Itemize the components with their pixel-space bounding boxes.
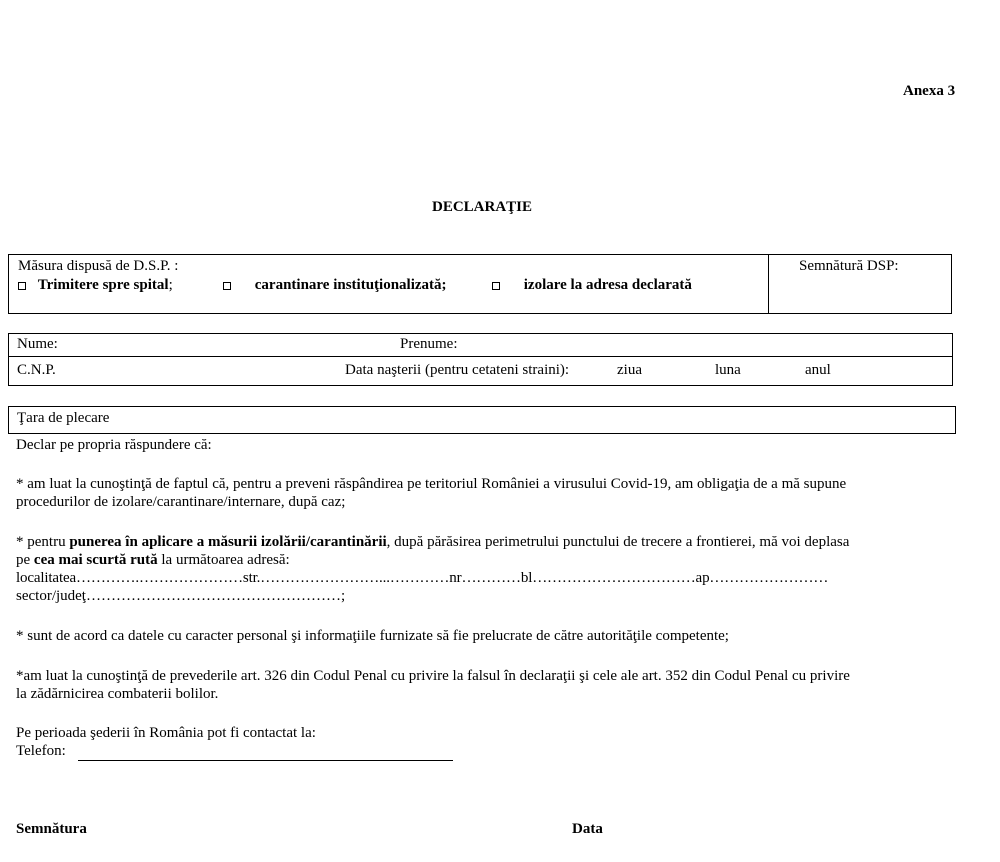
birth-year-label[interactable]: anul	[805, 362, 831, 378]
birth-day-label[interactable]: ziua	[617, 362, 642, 378]
paragraph-1-line-1: * am luat la cunoştinţă de faptul că, pentru a preveni răspândirea pe teritoriul României a virusului Covid-19, am obligaţia de a mă supune	[16, 476, 847, 492]
identity-box	[8, 333, 953, 386]
nume-label[interactable]: Nume:	[17, 336, 58, 352]
p2-emphasis-measure: punerea în aplicare a măsurii izolării/carantinării	[69, 534, 387, 550]
birth-date-label: Data naşterii (pentru cetateni straini):	[345, 362, 570, 378]
quarantine-checkbox[interactable]	[223, 282, 231, 290]
country-box[interactable]	[8, 406, 956, 434]
isolation-checkbox[interactable]	[492, 282, 500, 290]
signature-label: Semnătura	[16, 821, 87, 837]
paragraph-2-line-1	[16, 533, 849, 551]
option-isolation: izolare la adresa declarată	[523, 277, 692, 293]
p2-text-c: , după părăsirea perimetrului punctului de trecere a frontierei, mă voi deplasa	[386, 534, 850, 550]
hospital-checkbox[interactable]	[18, 282, 26, 290]
cnp-label[interactable]: C.N.P.	[17, 362, 56, 378]
phone-input-line[interactable]	[78, 760, 453, 761]
p2-text-f: la următoarea adresă:	[157, 552, 290, 568]
option-quarantine: carantinare instituţionalizată;	[254, 277, 447, 293]
date-label: Data	[572, 821, 603, 837]
prenume-label[interactable]: Prenume:	[400, 336, 458, 352]
dsp-signature-label: Semnătură DSP:	[799, 258, 899, 274]
birth-month-label[interactable]: luna	[715, 362, 741, 378]
declaration-intro: Declar pe propria răspundere că:	[16, 437, 212, 453]
identity-divider	[9, 356, 952, 357]
phone-label: Telefon:	[16, 743, 66, 759]
option-hospital-suffix: ;	[168, 277, 173, 293]
paragraph-2-line-2	[16, 551, 290, 569]
dsp-box	[8, 254, 952, 314]
address-line[interactable]: localitatea………….…………………str.……………………...…………nr…………bl……………………………ap……………………	[16, 570, 829, 586]
contact-intro: Pe perioada şederii în România pot fi contactat la:	[16, 725, 316, 741]
p2-emphasis-route: cea mai scurtă rută	[33, 552, 158, 568]
dsp-divider	[768, 254, 769, 314]
page-title: DECLARAŢIE	[432, 199, 533, 215]
measure-label: Măsura dispusă de D.S.P. :	[18, 258, 179, 274]
paragraph-4-line-2: la zădărnicirea combaterii bolilor.	[16, 686, 219, 702]
county-line[interactable]: sector/judeţ……………………………………………;	[16, 588, 346, 604]
option-hospital: Trimitere spre spital	[37, 277, 169, 293]
paragraph-1-line-2: procedurilor de izolare/carantinare/internare, după caz;	[16, 494, 346, 510]
p2-text-a: * pentru	[16, 534, 70, 550]
p2-text-d: pe	[16, 552, 34, 568]
country-label: Ţara de plecare	[17, 410, 110, 426]
paragraph-3: * sunt de acord ca datele cu caracter personal şi informaţiile furnizate să fie prelucrate de către autorităţile competente;	[16, 628, 729, 644]
annex-label: Anexa 3	[903, 83, 956, 99]
paragraph-4-line-1: *am luat la cunoştinţă de prevederile art. 326 din Codul Penal cu privire la falsul în declaraţii şi cele ale art. 352 din Codul Penal cu privire	[16, 668, 850, 684]
